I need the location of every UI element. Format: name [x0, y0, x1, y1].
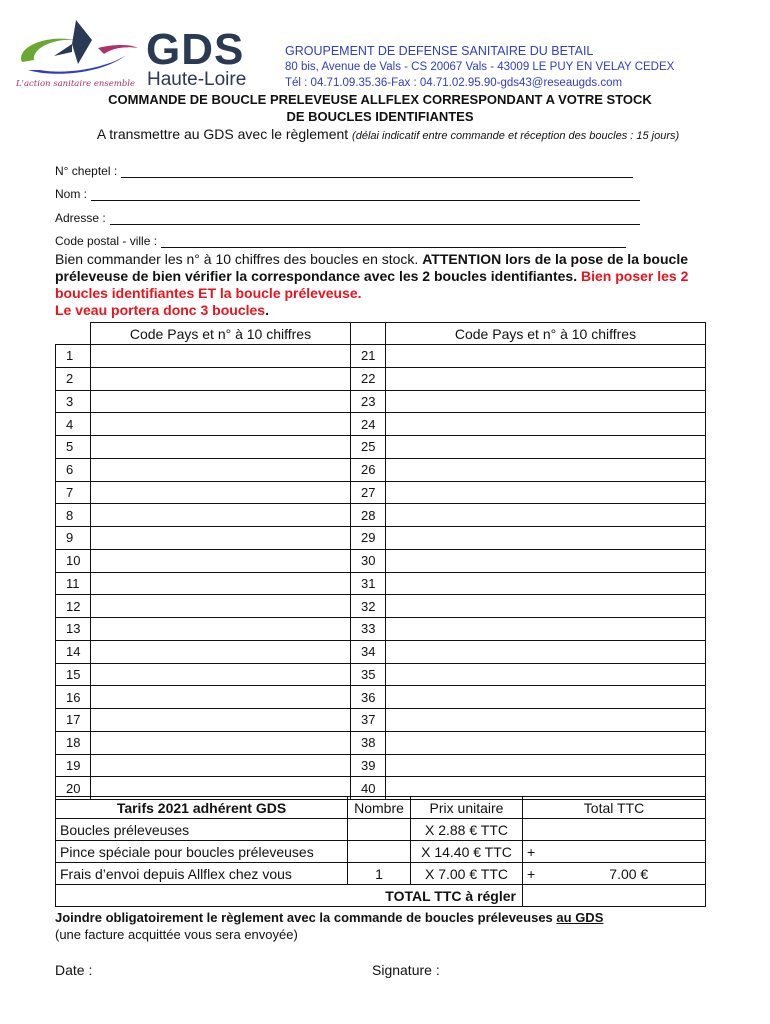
- row-number-left: 6: [56, 458, 91, 481]
- code-input-left[interactable]: [91, 686, 351, 709]
- code-input-right[interactable]: [386, 618, 706, 641]
- org-contact: Tél : 04.71.09.35.36-Fax : 04.71.02.95.90-gds43@reseaugds.com: [285, 77, 623, 89]
- title-line-1: COMMANDE DE BOUCLE PRELEVEUSE ALLFLEX CORRESPONDANT A VOTRE STOCK: [108, 92, 652, 107]
- page-title: [60, 91, 700, 125]
- adresse-label: Adresse :: [55, 211, 106, 225]
- code-row: [56, 640, 706, 663]
- tarif-total[interactable]: [553, 841, 706, 863]
- cheptel-line[interactable]: [121, 166, 633, 178]
- codes-table-header: [56, 323, 706, 345]
- code-input-left[interactable]: [91, 572, 351, 595]
- instr-red-2: Le veau portera donc 3 boucles: [55, 302, 266, 318]
- header-left: Code Pays et n° à 10 chiffres: [91, 323, 351, 345]
- row-number-right: 38: [351, 731, 386, 754]
- row-number-right: 36: [351, 686, 386, 709]
- cheptel-label: N° cheptel :: [55, 164, 118, 178]
- adresse-line[interactable]: [110, 213, 640, 225]
- code-input-left[interactable]: [91, 527, 351, 550]
- tarif-row: [56, 819, 706, 841]
- code-input-left[interactable]: [91, 367, 351, 390]
- transmit-instructions: [68, 126, 708, 145]
- tarif-prix: X 14.40 € TTC: [411, 841, 523, 863]
- code-input-left[interactable]: [91, 504, 351, 527]
- cp-ville-field[interactable]: [55, 234, 626, 248]
- tarif-label: Pince spéciale pour boucles préleveuses: [56, 841, 348, 863]
- nom-line[interactable]: [91, 189, 640, 201]
- row-number-left: 4: [56, 413, 91, 436]
- org-address: 80 bis, Avenue de Vals - CS 20067 Vals - 43009 LE PUY EN VELAY CEDEX: [285, 61, 675, 73]
- invoice-note: (une facture acquittée vous sera envoyée): [55, 927, 298, 942]
- col-prix: Prix unitaire: [411, 797, 523, 819]
- payment-note: [55, 909, 603, 943]
- row-number-right: 32: [351, 595, 386, 618]
- row-number-right: 24: [351, 413, 386, 436]
- tarifs-title: Tarifs 2021 adhérent GDS: [56, 797, 348, 819]
- instr-end: .: [265, 302, 269, 318]
- code-row: [56, 345, 706, 368]
- row-number-left: 13: [56, 618, 91, 641]
- code-row: [56, 504, 706, 527]
- instr-attention: ATTENTION lors de la pose de la boucle préleveuse de bien vérifier la correspondance avec les 2 boucles identifiantes.: [55, 251, 688, 284]
- code-input-right[interactable]: [386, 709, 706, 732]
- code-input-left[interactable]: [91, 618, 351, 641]
- cheptel-field[interactable]: [55, 164, 633, 178]
- code-row: [56, 754, 706, 777]
- row-number-left: 2: [56, 367, 91, 390]
- row-number-left: 3: [56, 390, 91, 413]
- instr-red-1: Bien poser les 2 boucles identifiantes ET la boucle préleveuse.: [55, 268, 689, 301]
- code-row: [56, 663, 706, 686]
- row-number-left: 8: [56, 504, 91, 527]
- tarif-prix: X 7.00 € TTC: [411, 863, 523, 885]
- code-row: [56, 527, 706, 550]
- code-input-right[interactable]: [386, 367, 706, 390]
- row-number-left: 15: [56, 663, 91, 686]
- org-name: GROUPEMENT DE DEFENSE SANITAIRE DU BETAIL: [285, 44, 594, 58]
- row-number-right: 31: [351, 572, 386, 595]
- row-number-right: 26: [351, 458, 386, 481]
- row-number-right: 29: [351, 527, 386, 550]
- date-label[interactable]: Date :: [55, 962, 93, 978]
- row-number-right: 21: [351, 345, 386, 368]
- code-row: [56, 436, 706, 459]
- code-input-left[interactable]: [91, 481, 351, 504]
- tarif-nombre[interactable]: [348, 819, 411, 841]
- tarif-label: Boucles préleveuses: [56, 819, 348, 841]
- code-input-left[interactable]: [91, 549, 351, 572]
- tarif-plus: +: [523, 841, 553, 863]
- code-input-left[interactable]: [91, 458, 351, 481]
- tarif-row: [56, 863, 706, 885]
- code-row: [56, 481, 706, 504]
- adresse-field[interactable]: [55, 211, 640, 225]
- code-row: [56, 709, 706, 732]
- transmit-text: A transmettre au GDS avec le règlement: [96, 126, 353, 142]
- code-input-right[interactable]: [386, 458, 706, 481]
- code-row: [56, 595, 706, 618]
- row-number-left: 11: [56, 572, 91, 595]
- row-number-left: 7: [56, 481, 91, 504]
- order-instructions: [55, 251, 720, 319]
- tarif-plus: [523, 819, 553, 841]
- row-number-left: 1: [56, 345, 91, 368]
- tarif-nombre[interactable]: [348, 841, 411, 863]
- code-row: [56, 367, 706, 390]
- row-number-left: 5: [56, 436, 91, 459]
- code-row: [56, 731, 706, 754]
- nom-label: Nom :: [55, 187, 88, 201]
- row-number-right: 23: [351, 390, 386, 413]
- row-number-right: 28: [351, 504, 386, 527]
- code-input-right[interactable]: [386, 527, 706, 550]
- row-number-left: 19: [56, 754, 91, 777]
- code-input-left[interactable]: [91, 731, 351, 754]
- code-row: [56, 390, 706, 413]
- code-input-right[interactable]: [386, 572, 706, 595]
- total-value[interactable]: [523, 885, 706, 907]
- code-row: [56, 572, 706, 595]
- code-input-right[interactable]: [386, 663, 706, 686]
- row-number-right: 40: [351, 777, 386, 800]
- delay-note: (délai indicatif entre commande et réception des boucles : 15 jours): [352, 130, 680, 142]
- code-input-right[interactable]: [386, 549, 706, 572]
- tarif-nombre[interactable]: 1: [348, 863, 411, 885]
- payment-underline: au GDS: [556, 910, 604, 925]
- org-header: [285, 44, 715, 91]
- tarif-label: Frais d’envoi depuis Allflex chez vous: [56, 863, 348, 885]
- tarif-prix: X 2.88 € TTC: [411, 819, 523, 841]
- tarifs-header-row: [56, 797, 706, 819]
- logo-tagline: L'action sanitaire ensemble: [16, 79, 136, 89]
- code-input-left[interactable]: [91, 436, 351, 459]
- code-input-left[interactable]: [91, 754, 351, 777]
- row-number-right: 37: [351, 709, 386, 732]
- row-number-left: 18: [56, 731, 91, 754]
- code-input-right[interactable]: [386, 413, 706, 436]
- row-number-right: 27: [351, 481, 386, 504]
- code-input-right[interactable]: [386, 481, 706, 504]
- tarif-row: [56, 841, 706, 863]
- logo-swoosh-icon: [14, 18, 144, 80]
- codes-table: [55, 322, 706, 800]
- tarif-plus: +: [523, 863, 553, 885]
- logo-subtitle: Haute-Loire: [147, 69, 247, 90]
- col-total: Total TTC: [523, 797, 706, 819]
- nom-field[interactable]: [55, 187, 640, 201]
- code-row: [56, 618, 706, 641]
- tarif-total[interactable]: 7.00 €: [553, 863, 706, 885]
- code-input-right[interactable]: [386, 640, 706, 663]
- code-row: [56, 413, 706, 436]
- row-number-left: 9: [56, 527, 91, 550]
- signature-label[interactable]: Signature :: [372, 962, 440, 978]
- code-input-right[interactable]: [386, 345, 706, 368]
- title-line-2: DE BOUCLES IDENTIFIANTES: [286, 109, 474, 124]
- code-input-right[interactable]: [386, 504, 706, 527]
- row-number-left: 12: [56, 595, 91, 618]
- code-input-right[interactable]: [386, 731, 706, 754]
- row-number-right: 39: [351, 754, 386, 777]
- tarif-total[interactable]: [553, 819, 706, 841]
- code-input-right[interactable]: [386, 390, 706, 413]
- code-input-left[interactable]: [91, 345, 351, 368]
- tarifs-table: [55, 796, 706, 907]
- code-input-left[interactable]: [91, 640, 351, 663]
- code-row: [56, 549, 706, 572]
- payment-bold: Joindre obligatoirement le règlement avec la commande de boucles préleveuses: [55, 910, 557, 925]
- total-label: TOTAL TTC à régler: [56, 885, 523, 907]
- row-number-left: 10: [56, 549, 91, 572]
- row-number-right: 33: [351, 618, 386, 641]
- code-row: [56, 686, 706, 709]
- code-input-left[interactable]: [91, 663, 351, 686]
- row-number-right: 34: [351, 640, 386, 663]
- cp-ville-label: Code postal - ville :: [55, 234, 158, 248]
- header-blank-2: [351, 323, 386, 345]
- row-number-left: 16: [56, 686, 91, 709]
- row-number-right: 25: [351, 436, 386, 459]
- row-number-left: 17: [56, 709, 91, 732]
- header-blank: [56, 323, 91, 345]
- code-input-right[interactable]: [386, 686, 706, 709]
- code-input-left[interactable]: [91, 709, 351, 732]
- row-number-right: 30: [351, 549, 386, 572]
- row-number-right: 35: [351, 663, 386, 686]
- code-input-left[interactable]: [91, 595, 351, 618]
- gds-logo: [14, 18, 249, 93]
- code-input-left[interactable]: [91, 390, 351, 413]
- total-row: [56, 885, 706, 907]
- code-input-right[interactable]: [386, 436, 706, 459]
- row-number-left: 20: [56, 777, 91, 800]
- code-row: [56, 458, 706, 481]
- logo-text: GDS: [146, 25, 245, 74]
- header-right: Code Pays et n° à 10 chiffres: [386, 323, 706, 345]
- code-input-right[interactable]: [386, 595, 706, 618]
- instr-normal: Bien commander les n° à 10 chiffres des boucles en stock.: [55, 251, 423, 267]
- row-number-right: 22: [351, 367, 386, 390]
- row-number-left: 14: [56, 640, 91, 663]
- col-nombre: Nombre: [348, 797, 411, 819]
- code-input-left[interactable]: [91, 413, 351, 436]
- cp-ville-line[interactable]: [161, 236, 626, 248]
- code-input-right[interactable]: [386, 754, 706, 777]
